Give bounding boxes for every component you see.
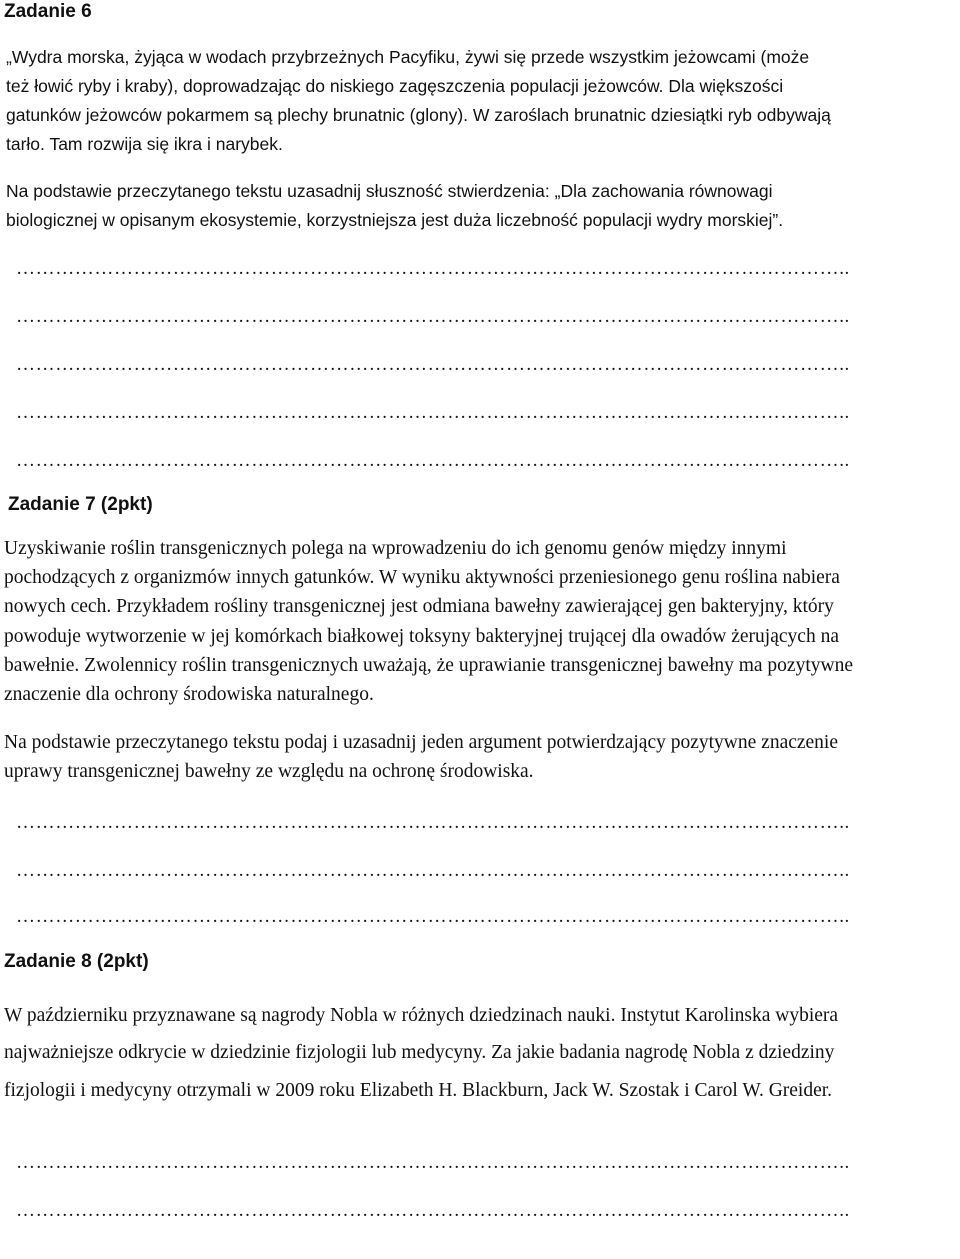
task6-question-line-1: Na podstawie przeczytanego tekstu uzasadnij słuszność stwierdzenia: „Dla zachowania równowagi xyxy=(6,181,773,201)
task7-text-line-1: Uzyskiwanie roślin transgenicznych polega na wprowadzeniu do ich genomu genów między innymi xyxy=(4,538,787,559)
task7-text-line-2: pochodzących z organizmów innych gatunków. W wyniku aktywności przeniesionego genu roślina nabiera xyxy=(4,567,840,588)
task6-question-line-2: biologicznej w opisanym ekosystemie, korzystniejsza jest duża liczebność populacji wydry morskiej”. xyxy=(6,210,784,230)
task8-heading: Zadanie 8 (2pkt) xyxy=(4,951,149,972)
task6-answer-line[interactable]: ……………………………………………………………………………………………………………….. xyxy=(16,450,850,471)
task7-question-line-1: Na podstawie przeczytanego tekstu podaj i uzasadnij jeden argument potwierdzający pozytywne znaczenie xyxy=(4,732,839,753)
task7-text-line-3: nowych cech. Przykładem rośliny transgenicznej jest odmiana bawełny zawierającej gen bakteryjny, który xyxy=(4,596,834,617)
task8-text-line-1: W październiku przyznawane są nagrody Nobla w różnych dziedzinach nauki. Instytut Karolinska wybiera xyxy=(4,1005,839,1026)
task7-text-line-6: znaczenie dla ochrony środowiska naturalnego. xyxy=(4,684,374,705)
task8-answer-line[interactable]: ……………………………………………………………………………………………………………….. xyxy=(16,1152,850,1173)
task6-answer-line[interactable]: ……………………………………………………………………………………………………………….. xyxy=(16,402,850,423)
task6-text-line-2: też łowić ryby i kraby), doprowadzając do niskiego zagęszczenia populacji jeżowców. Dla większości xyxy=(6,76,784,96)
task8-answer-line[interactable]: ……………………………………………………………………………………………………………….. xyxy=(16,1200,850,1221)
task7-answer-line[interactable]: ……………………………………………………………………………………………………………….. xyxy=(16,812,850,833)
task7-question-line-2: uprawy transgenicznej bawełny ze względu na ochronę środowiska. xyxy=(4,761,534,782)
task8-text-line-2: najważniejsze odkrycie w dziedzinie fizjologii lub medycyny. Za jakie badania nagrodę Nobla z dziedziny xyxy=(4,1042,835,1063)
task7-text-line-5: bawełnie. Zwolennicy roślin transgenicznych uważają, że uprawianie transgenicznej bawełny ma pozytywne xyxy=(4,655,853,676)
task7-heading: Zadanie 7 (2pkt) xyxy=(8,494,153,515)
task6-answer-line[interactable]: ……………………………………………………………………………………………………………….. xyxy=(16,258,850,279)
task6-text-line-3: gatunków jeżowców pokarmem są plechy brunatnic (glony). W zaroślach brunatnic dziesiątki ryb odbywają xyxy=(6,105,831,125)
task6-heading: Zadanie 6 xyxy=(4,1,92,22)
task8-text-line-3: fizjologii i medycyny otrzymali w 2009 roku Elizabeth H. Blackburn, Jack W. Szostak i Carol W. Greider. xyxy=(4,1080,833,1101)
task6-text-line-1: „Wydra morska, żyjąca w wodach przybrzeżnych Pacyfiku, żywi się przede wszystkim jeżowcami (może xyxy=(6,47,810,67)
task6-text-line-4: tarło. Tam rozwija się ikra i narybek. xyxy=(6,134,283,154)
task7-text-line-4: powoduje wytworzenie w jej komórkach białkowej toksyny bakteryjnej trującej dla owadów żerujących na xyxy=(4,626,839,647)
task6-answer-line[interactable]: ……………………………………………………………………………………………………………….. xyxy=(16,354,850,375)
task7-answer-line[interactable]: ……………………………………………………………………………………………………………….. xyxy=(16,906,850,927)
task7-answer-line[interactable]: ……………………………………………………………………………………………………………….. xyxy=(16,860,850,881)
task6-answer-line[interactable]: ……………………………………………………………………………………………………………….. xyxy=(16,306,850,327)
